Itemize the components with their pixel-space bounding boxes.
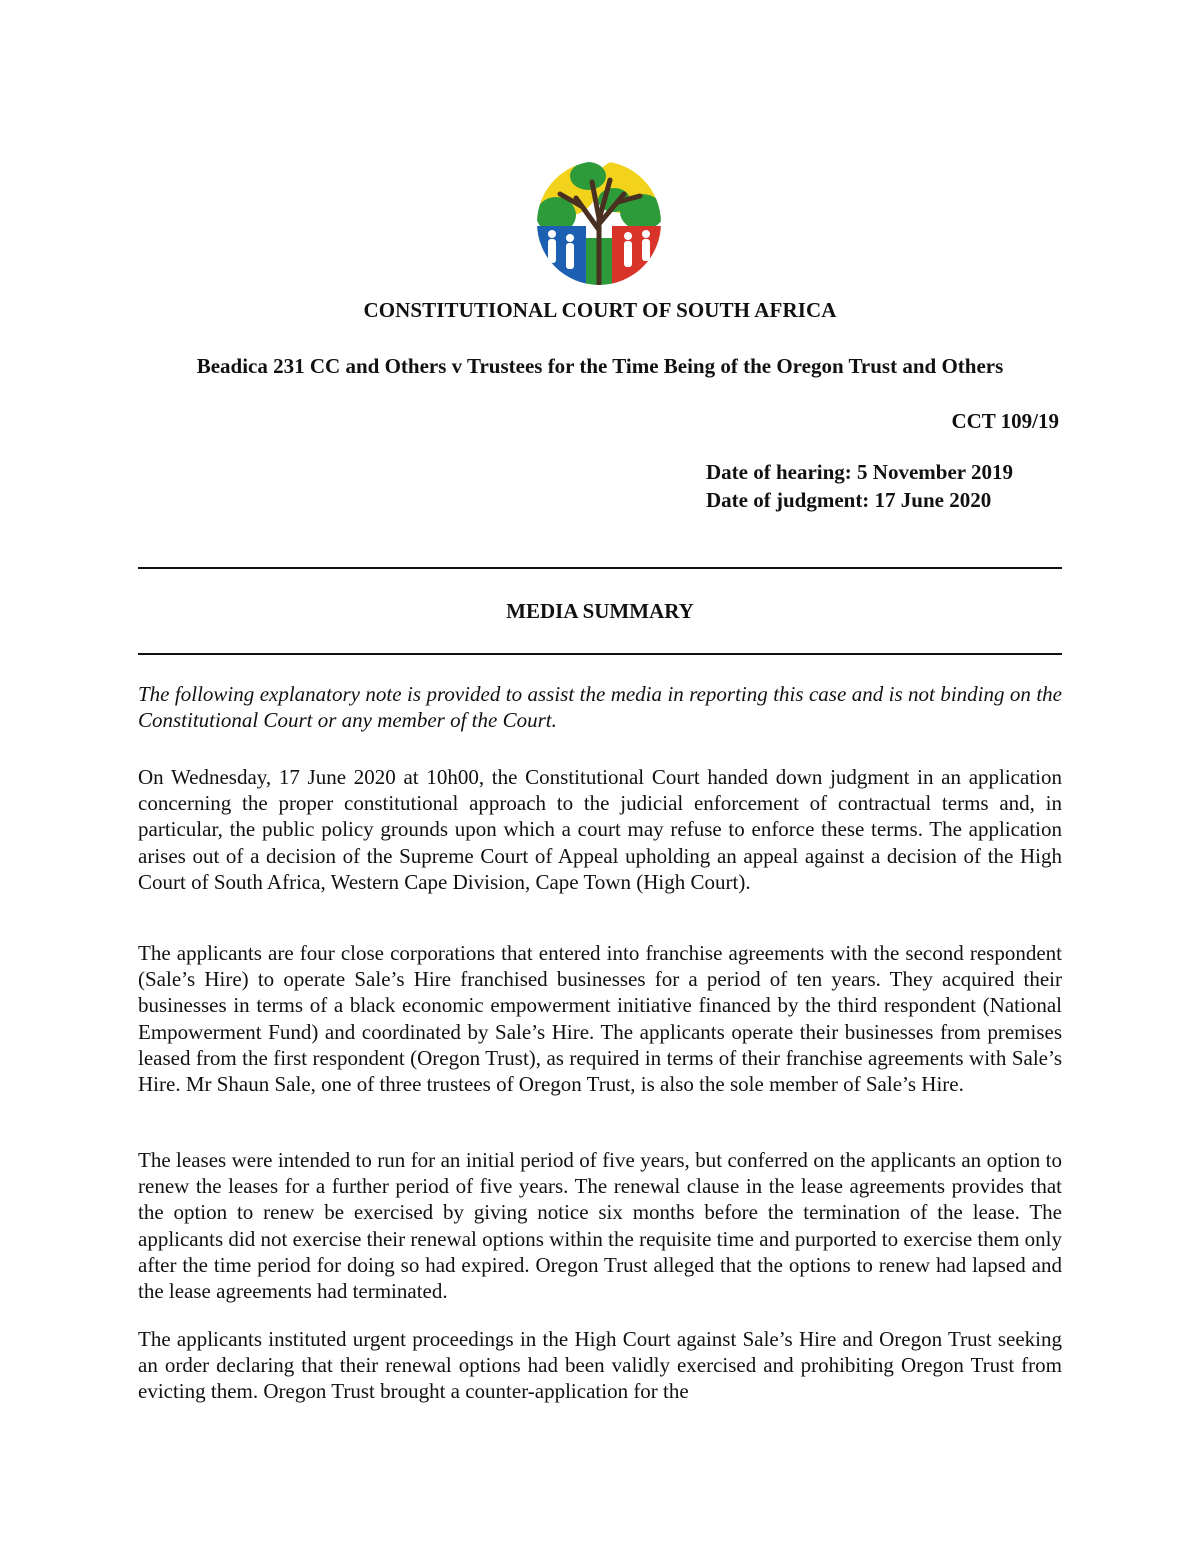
case-number: CCT 109/19 [951, 409, 1059, 433]
date-of-judgment: Date of judgment: 17 June 2020 [706, 488, 992, 512]
court-title: CONSTITUTIONAL COURT OF SOUTH AFRICA [363, 298, 837, 322]
case-name: Beadica 231 CC and Others v Trustees for the Time Being of the Oregon Trust and Others [196, 354, 1004, 378]
paragraph: The applicants are four close corporations that entered into franchise agreements with the second respondent (Sale’s Hire) to operate Sale’s Hire franchised businesses for a period of ten years. They acquired their businesses in terms of a black economic empowerment initiative financed by the third respondent (National Empowerment Fund) and coordinated by Sale’s Hire. The applicants operate their businesses from premises leased from the first respondent (Oregon Trust), as required in terms of their franchise agreements with Sale’s Hire. Mr Shaun Sale, one of three trustees of Oregon Trust, is also the sole member of Sale’s Hire. [138, 941, 1062, 1097]
explanatory-note: The following explanatory note is provided to assist the media in reporting this case and is not binding on the Constitutional Court or any member of the Court. [138, 682, 1062, 733]
paragraph: On Wednesday, 17 June 2020 at 10h00, the Constitutional Court handed down judgment in an application concerning the proper constitutional approach to the judicial enforcement of contractual terms and, in particular, the public policy grounds upon which a court may refuse to enforce these terms. The application arises out of a decision of the Supreme Court of Appeal upholding an appeal against a decision of the High Court of South Africa, Western Cape Division, Cape Town (High Court). [138, 765, 1062, 894]
date-of-hearing: Date of hearing: 5 November 2019 [706, 460, 1013, 484]
constitutional-court-logo-icon [536, 160, 662, 286]
divider-top [138, 567, 1062, 569]
paragraph: The applicants instituted urgent proceedings in the High Court against Sale’s Hire and Oregon Trust seeking an order declaring that their renewal options had been validly exercised and prohibiting Oregon Trust from evicting them. Oregon Trust brought a counter-application for the [138, 1327, 1062, 1404]
paragraph: The leases were intended to run for an initial period of five years, but conferred on the applicants an option to renew the leases for a further period of five years. The renewal clause in the lease agreements provides that the option to renew be exercised by giving notice six months before the termination of the lease. The applicants did not exercise their renewal options within the requisite time and purported to exercise them only after the time period for doing so had expired. Oregon Trust alleged that the options to renew had lapsed and the lease agreements had terminated. [138, 1148, 1062, 1304]
divider-bottom [138, 653, 1062, 655]
section-title: MEDIA SUMMARY [506, 599, 694, 623]
dates-block [706, 458, 1013, 514]
